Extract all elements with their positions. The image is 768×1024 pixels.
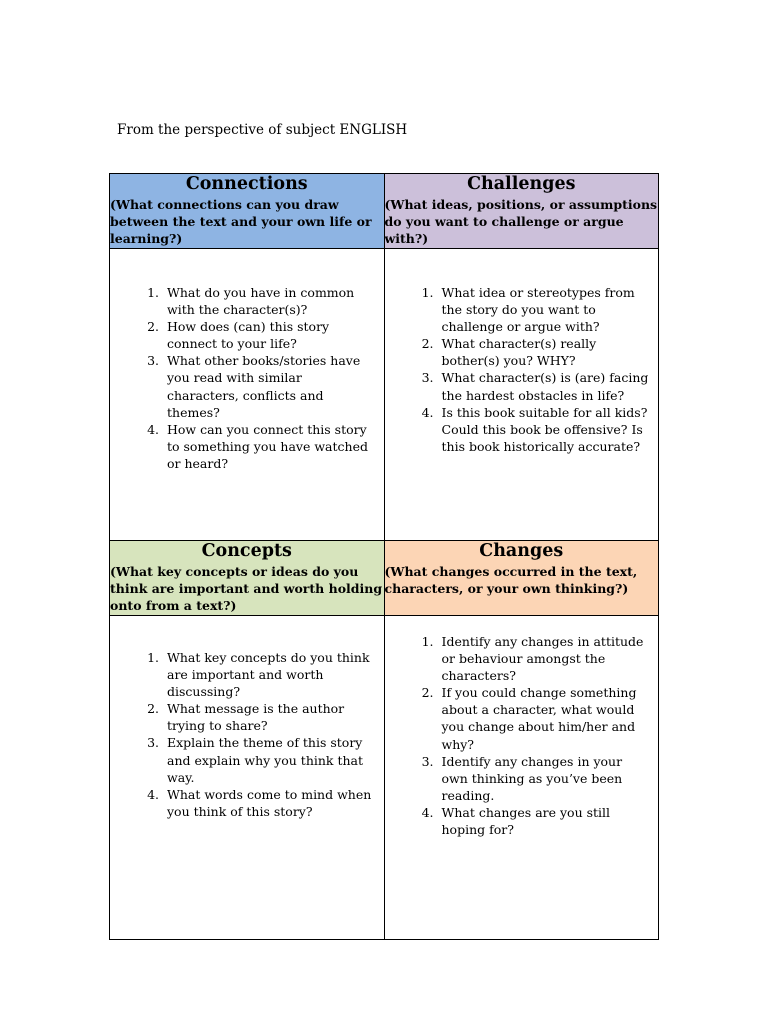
- question-item: 1. What key concepts do you think are important and worth discussing?: [163, 649, 376, 700]
- question-item: 1. What idea or stereotypes from the story do you want to challenge or argue with?: [438, 284, 651, 335]
- changes-prompt: (What changes occurred in the text, characters, or your own thinking?): [384, 564, 638, 596]
- connections-prompt: (What connections can you draw between the text and your own life or learning?): [110, 197, 372, 246]
- changes-questions: [385, 633, 659, 838]
- changes-body: [384, 616, 659, 940]
- challenges-questions: [385, 284, 659, 455]
- connections-header: [110, 174, 385, 249]
- question-item: 2. If you could change something about a character, what would you change about him/her and why?: [438, 684, 651, 752]
- question-item: 1. What do you have in common with the character(s)?: [163, 284, 376, 318]
- question-item: 2. What character(s) really bother(s) you? WHY?: [438, 335, 651, 369]
- connections-questions: [110, 284, 384, 472]
- question-item: 4. Is this book suitable for all kids? Could this book be offensive? Is this book historically accurate?: [438, 404, 651, 455]
- question-item: 3. Identify any changes in your own thinking as you’ve been reading.: [438, 753, 651, 804]
- header-row-bottom: [110, 541, 659, 616]
- page-intro: From the perspective of subject ENGLISH: [117, 122, 408, 138]
- challenges-header: [384, 174, 659, 249]
- question-item: 2. What message is the author trying to share?: [163, 700, 376, 734]
- four-c-chart: [109, 173, 659, 940]
- question-item: 4. How can you connect this story to something you have watched or heard?: [163, 421, 376, 472]
- question-item: 3. Explain the theme of this story and explain why you think that way.: [163, 734, 376, 785]
- concepts-header: [110, 541, 385, 616]
- changes-header: [384, 541, 659, 616]
- body-row-top: [110, 249, 659, 541]
- question-item: 3. What other books/stories have you read with similar characters, conflicts and themes?: [163, 352, 376, 420]
- challenges-body: [384, 249, 659, 541]
- concepts-prompt: (What key concepts or ideas do you think are important and worth holding onto from a text?): [110, 564, 383, 613]
- challenges-title: Challenges: [467, 174, 576, 194]
- question-item: 2. How does (can) this story connect to your life?: [163, 318, 376, 352]
- changes-title: Changes: [479, 541, 564, 561]
- concepts-body: [110, 616, 385, 940]
- challenges-prompt: (What ideas, positions, or assumptions do you want to challenge or argue with?): [384, 197, 658, 246]
- question-item: 3. What character(s) is (are) facing the hardest obstacles in life?: [438, 369, 651, 403]
- question-item: 4. What words come to mind when you think of this story?: [163, 786, 376, 820]
- concepts-questions: [110, 649, 384, 820]
- body-row-bottom: [110, 616, 659, 940]
- connections-body: [110, 249, 385, 541]
- header-row-top: [110, 174, 659, 249]
- connections-title: Connections: [185, 174, 308, 194]
- question-item: 1. Identify any changes in attitude or behaviour amongst the characters?: [438, 633, 651, 684]
- question-item: 4. What changes are you still hoping for?: [438, 804, 651, 838]
- concepts-title: Concepts: [201, 541, 292, 561]
